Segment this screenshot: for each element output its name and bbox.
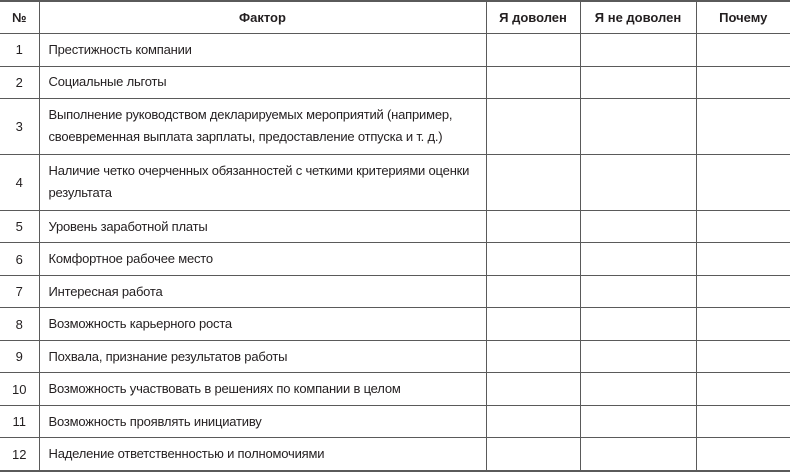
table-row <box>0 243 790 276</box>
not-satisfied-cell[interactable] <box>580 34 696 67</box>
not-satisfied-cell[interactable] <box>580 210 696 243</box>
factor-cell: Возможность участвовать в решениях по компании в целом <box>39 373 486 406</box>
satisfied-cell[interactable] <box>486 373 580 406</box>
table-row <box>0 405 790 438</box>
why-cell[interactable] <box>696 66 790 99</box>
why-cell[interactable] <box>696 405 790 438</box>
factor-cell: Комфортное рабочее место <box>39 243 486 276</box>
why-cell[interactable] <box>696 243 790 276</box>
row-number: 9 <box>0 340 39 373</box>
factor-cell: Наличие четко очерченных обязанностей с четкими критериями оценки результата <box>39 154 486 210</box>
not-satisfied-cell[interactable] <box>580 243 696 276</box>
why-cell[interactable] <box>696 340 790 373</box>
table-row <box>0 308 790 341</box>
why-cell[interactable] <box>696 373 790 406</box>
header-row <box>0 1 790 34</box>
why-cell[interactable] <box>696 275 790 308</box>
row-number: 12 <box>0 438 39 471</box>
why-cell[interactable] <box>696 99 790 155</box>
table-row <box>0 275 790 308</box>
satisfied-cell[interactable] <box>486 243 580 276</box>
factor-cell: Возможность проявлять инициативу <box>39 405 486 438</box>
not-satisfied-cell[interactable] <box>580 340 696 373</box>
not-satisfied-cell[interactable] <box>580 275 696 308</box>
table-row <box>0 99 790 155</box>
table-row <box>0 34 790 67</box>
why-cell[interactable] <box>696 308 790 341</box>
why-cell[interactable] <box>696 34 790 67</box>
factor-cell: Похвала, признание результатов работы <box>39 340 486 373</box>
why-cell[interactable] <box>696 210 790 243</box>
row-number: 7 <box>0 275 39 308</box>
factor-cell: Уровень заработной платы <box>39 210 486 243</box>
satisfied-cell[interactable] <box>486 308 580 341</box>
factor-cell: Престижность компании <box>39 34 486 67</box>
not-satisfied-cell[interactable] <box>580 66 696 99</box>
table-row <box>0 373 790 406</box>
satisfied-cell[interactable] <box>486 99 580 155</box>
satisfied-cell[interactable] <box>486 340 580 373</box>
row-number: 11 <box>0 405 39 438</box>
not-satisfied-cell[interactable] <box>580 308 696 341</box>
satisfied-cell[interactable] <box>486 154 580 210</box>
header-not-satisfied: Я не доволен <box>580 1 696 34</box>
row-number: 5 <box>0 210 39 243</box>
row-number: 10 <box>0 373 39 406</box>
not-satisfied-cell[interactable] <box>580 99 696 155</box>
satisfied-cell[interactable] <box>486 275 580 308</box>
row-number: 4 <box>0 154 39 210</box>
header-satisfied: Я доволен <box>486 1 580 34</box>
factor-cell: Социальные льготы <box>39 66 486 99</box>
not-satisfied-cell[interactable] <box>580 373 696 406</box>
satisfied-cell[interactable] <box>486 210 580 243</box>
factor-cell: Наделение ответственностью и полномочиями <box>39 438 486 471</box>
factor-cell: Возможность карьерного роста <box>39 308 486 341</box>
row-number: 2 <box>0 66 39 99</box>
not-satisfied-cell[interactable] <box>580 438 696 471</box>
table-row <box>0 210 790 243</box>
table-row <box>0 438 790 471</box>
table-row <box>0 66 790 99</box>
row-number: 3 <box>0 99 39 155</box>
header-num: № <box>0 1 39 34</box>
header-why: Почему <box>696 1 790 34</box>
table-row <box>0 154 790 210</box>
factor-cell: Интересная работа <box>39 275 486 308</box>
row-number: 1 <box>0 34 39 67</box>
table-row <box>0 340 790 373</box>
header-factor: Фактор <box>39 1 486 34</box>
why-cell[interactable] <box>696 438 790 471</box>
not-satisfied-cell[interactable] <box>580 154 696 210</box>
satisfied-cell[interactable] <box>486 66 580 99</box>
why-cell[interactable] <box>696 154 790 210</box>
satisfied-cell[interactable] <box>486 438 580 471</box>
factor-cell: Выполнение руководством декларируемых мероприятий (например, своевременная выплата зарплаты, предоставление отпуска и т. д.) <box>39 99 486 155</box>
satisfied-cell[interactable] <box>486 34 580 67</box>
row-number: 6 <box>0 243 39 276</box>
not-satisfied-cell[interactable] <box>580 405 696 438</box>
satisfied-cell[interactable] <box>486 405 580 438</box>
row-number: 8 <box>0 308 39 341</box>
